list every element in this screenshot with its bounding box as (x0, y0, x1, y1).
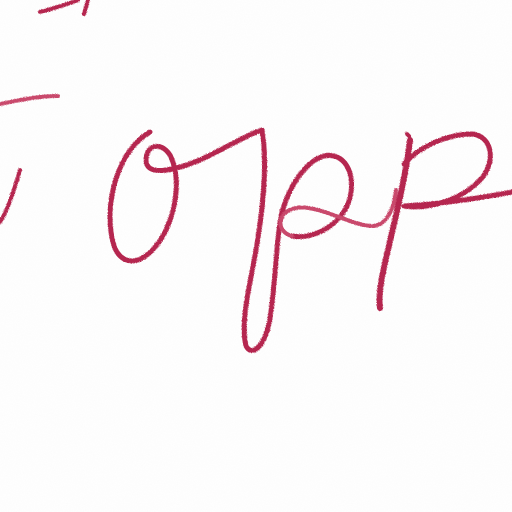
left-partial-letter-stroke (0, 96, 58, 104)
top-fragment-tick (84, 0, 88, 14)
letter-o-stroke (110, 130, 262, 261)
letter-p1-stroke (244, 130, 351, 350)
letter-loop-connector (280, 190, 396, 236)
left-partial-letter-curve (0, 170, 20, 222)
top-fragment-stroke (40, 0, 78, 12)
ink-dot (407, 134, 409, 136)
